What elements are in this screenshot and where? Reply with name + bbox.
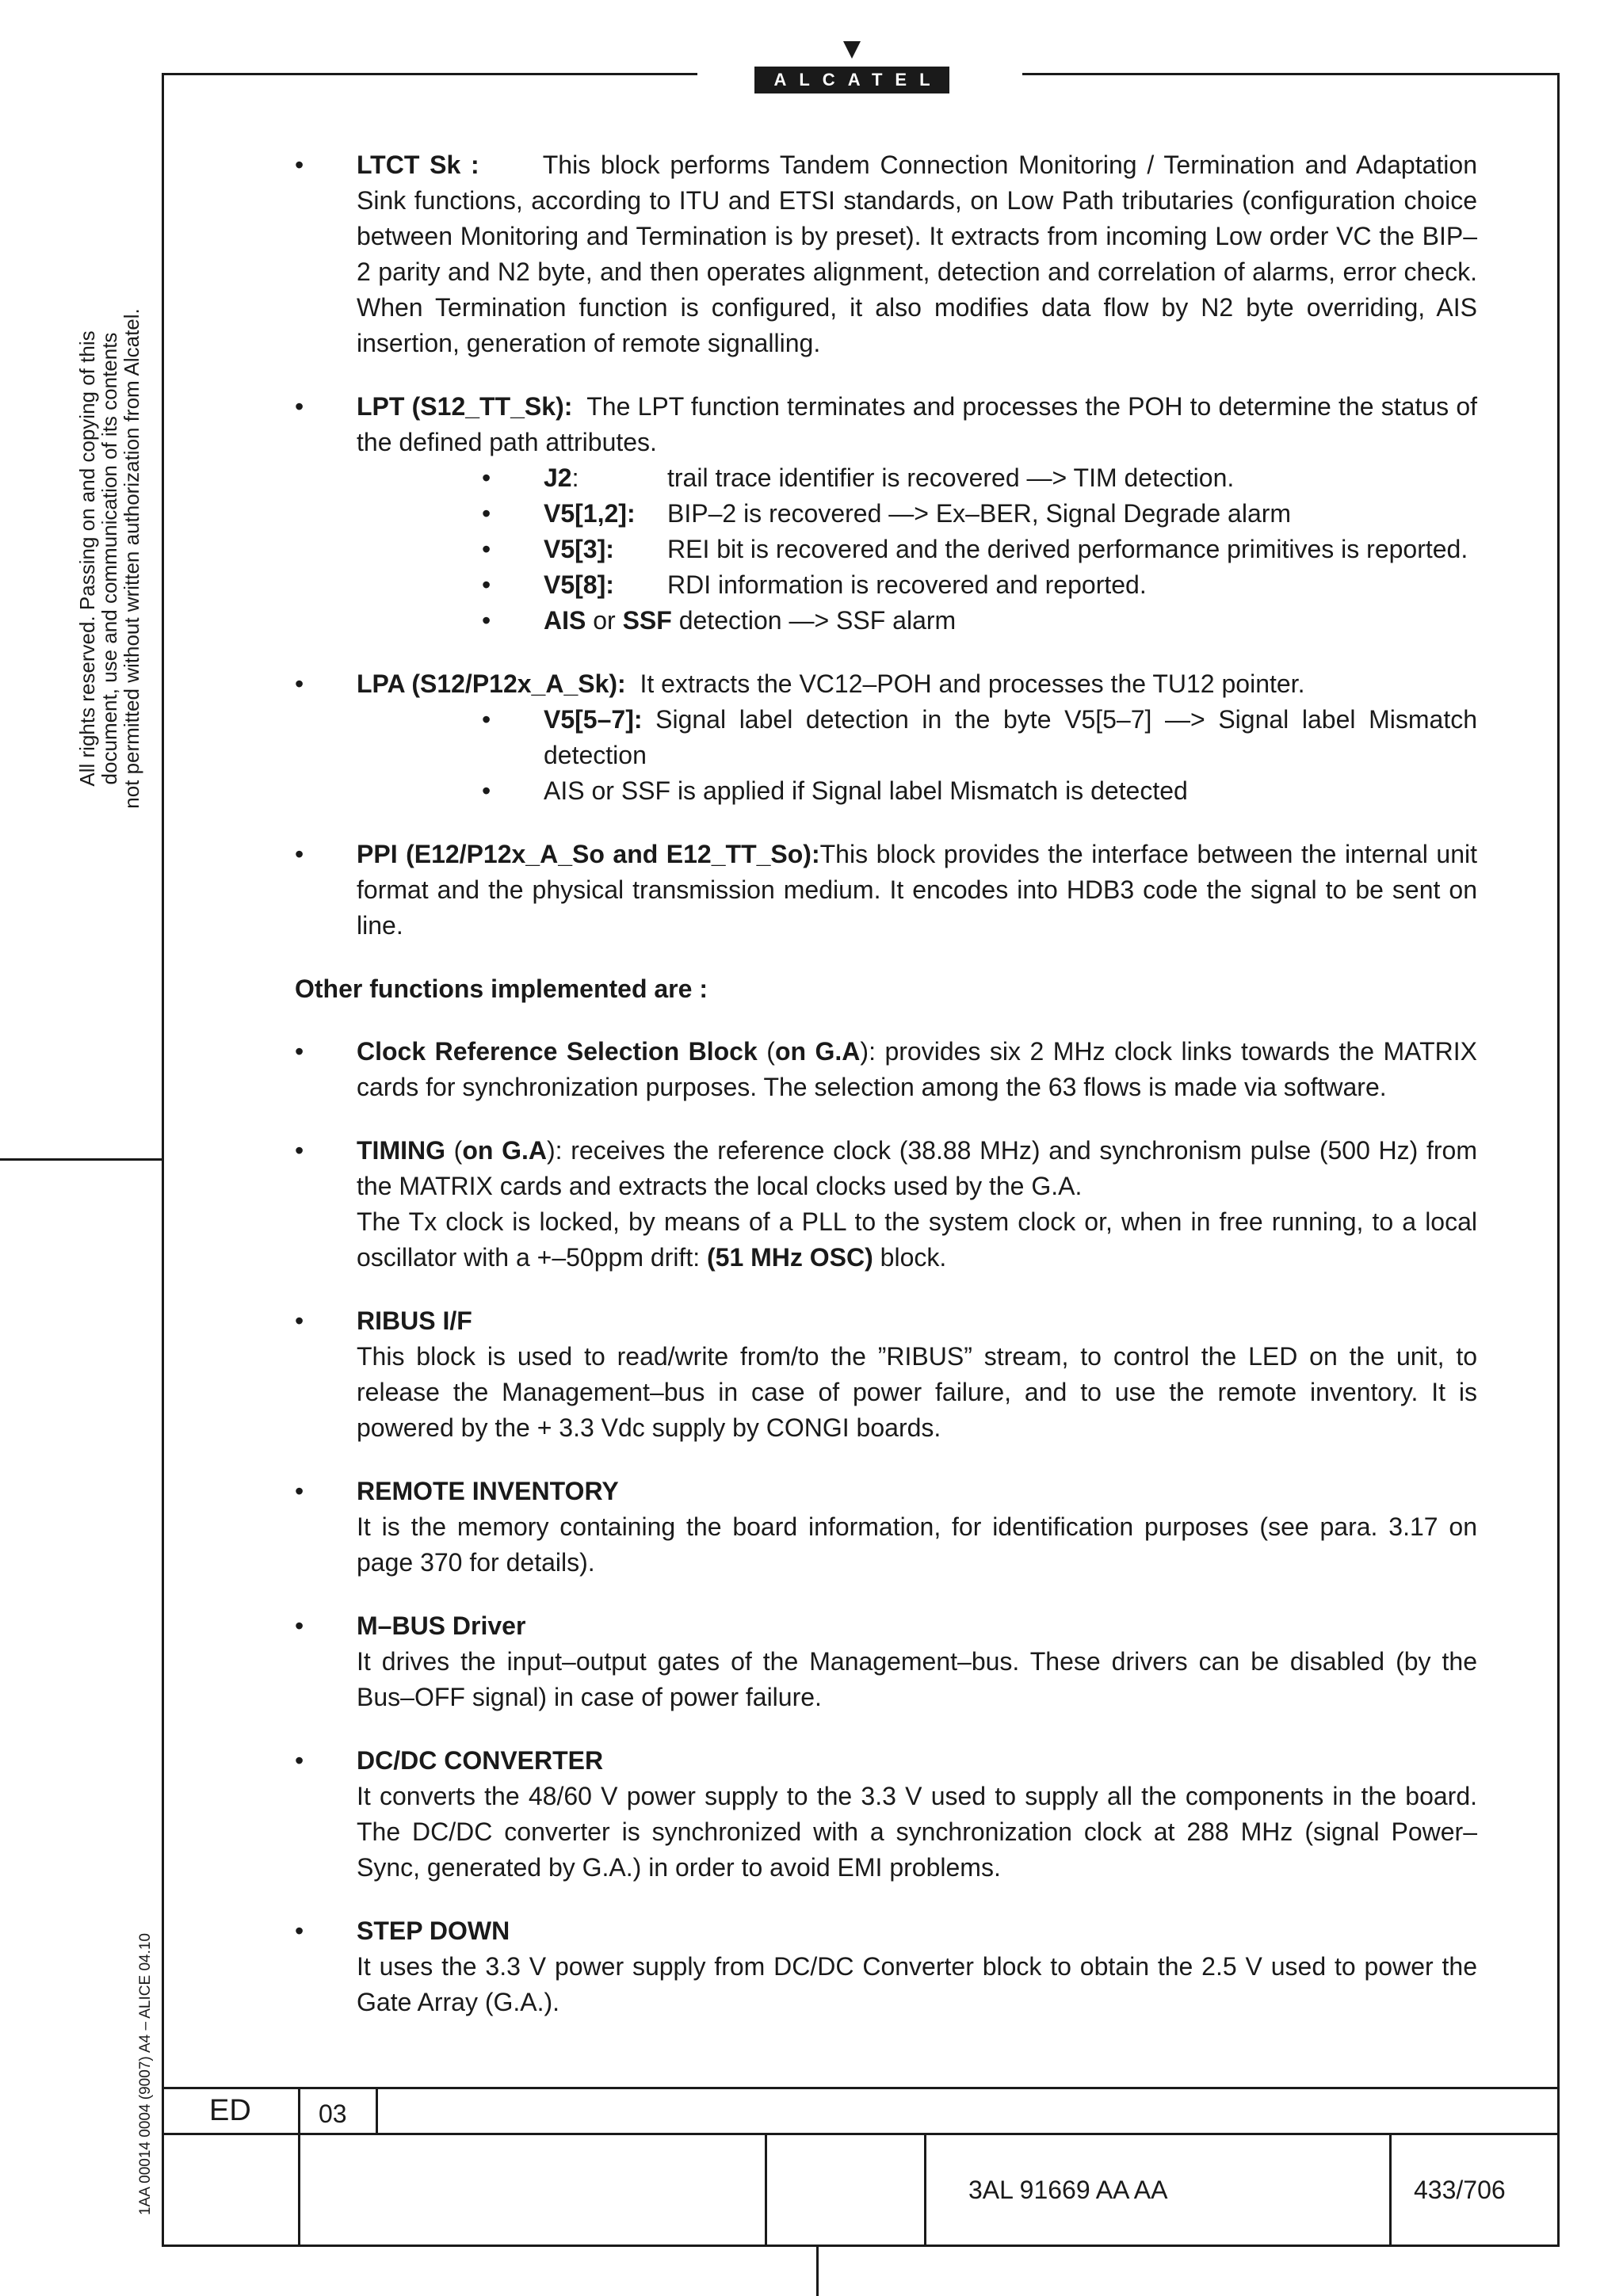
block-lpt [295, 389, 1477, 639]
function-dcdc-converter: • DC/DC CONVERTER It converts the 48/60 V power supply to the 3.3 V used to supply all the components in the board. The DC/DC converter is synchronized with a synchronization clock at 288 MHz (signal Power–Sync, generated by G.A.) in order to avoid EMI problems. [295, 1743, 1477, 1886]
lpt-sub-v58: • V5[8]: RDI information is recovered and reported. [357, 567, 1477, 603]
lpt-sub-j2: • J2: trail trace identifier is recovered —> TIM detection. [357, 460, 1477, 496]
document-code: 3AL 91669 AA AA [968, 2176, 1168, 2204]
function-mbus-driver: • M–BUS Driver It drives the input–output gates of the Management–bus. These drivers can be disabled (by the Bus–OFF signal) in case of power failure. [295, 1608, 1477, 1715]
ed-value: 03 [319, 2100, 347, 2128]
ppi-text: This block provides the interface between the internal unit format and the physical transmission medium. It encodes into HDB3 code the signal to be sent on line. [357, 840, 1478, 940]
page-number: 433/706 [1414, 2176, 1506, 2204]
lpt-sub-ais: • AIS or SSF detection —> SSF alarm [357, 603, 1477, 639]
lpt-text: The LPT function terminates and processes the POH to determine the status of the defined path attributes. [357, 392, 1478, 456]
function-remote-inventory: • REMOTE INVENTORY It is the memory containing the board information, for identification purposes (see para. 3.17 on page 370 for details). [295, 1474, 1477, 1581]
ppi-title: PPI (E12/P12x_A_So and E12_TT_So): [357, 840, 820, 868]
block-ltct [295, 147, 1477, 361]
lpt-sub-v512: • V5[1,2]: BIP–2 is recovered —> Ex–BER, Signal Degrade alarm [357, 496, 1477, 532]
function-step-down: • STEP DOWN It uses the 3.3 V power supply from DC/DC Converter block to obtain the 2.5 V used to power the Gate Array (G.A.). [295, 1913, 1477, 2020]
ed-label: ED [209, 2094, 251, 2127]
lpa-title: LPA (S12/P12x_A_Sk): [357, 669, 626, 698]
function-clock-reference: • Clock Reference Selection Block (on G.A): provides six 2 MHz clock links towards the MATRIX cards for synchronization purposes. The selection among the 63 flows is made via software. [295, 1034, 1477, 1105]
copyright-line-1: All rights reserved. Passing on and copying of this [75, 330, 99, 787]
document-body [295, 147, 1477, 2048]
block-ppi [295, 837, 1477, 944]
ltct-title: LTCT Sk : [357, 151, 479, 179]
frame-top-left [162, 73, 697, 75]
copyright-line-3: not permitted without written authorization from Alcatel. [120, 308, 143, 809]
function-timing: • TIMING (on G.A): receives the reference clock (38.88 MHz) and synchronism pulse (500 Hz) from the MATRIX cards and extracts the local clocks used by the G.A. The Tx clock is locked, by means of a PLL to the system clock or, when in free running, to a local oscillator with a +–50ppm drift: (51 MHz OSC) block. [295, 1133, 1477, 1276]
other-functions-heading: Other functions implemented are : [295, 974, 708, 1003]
lpt-title: LPT (S12_TT_Sk): [357, 392, 573, 421]
lpa-sub-v557: • V5[5–7]: Signal label detection in the byte V5[5–7] —> Signal label Mismatch detection [357, 702, 1477, 773]
block-lpa [295, 666, 1477, 809]
lpa-text: It extracts the VC12–POH and processes the TU12 pointer. [640, 669, 1305, 698]
frame-right [1557, 73, 1560, 2247]
margin-tick [0, 1158, 162, 1161]
function-ribus: • RIBUS I/F This block is used to read/write from/to the ”RIBUS” stream, to control the LED on the unit, to release the Management–bus in case of power failure, and to use the remote inventory. It is powered by the + 3.3 Vdc supply by CONGI boards. [295, 1303, 1477, 1446]
frame-top-right [1022, 73, 1560, 75]
ltct-text: This block performs Tandem Connection Monitoring / Termination and Adaptation Sink functions, according to ITU and ETSI standards, on Low Path tributaries (configuration choice between Monitoring and Termination is by preset). It extracts from incoming Low order VC the BIP–2 parity and N2 byte, and then operates alignment, detection and correlation of alarms, error check. When Termination function is configured, it also modifies data flow by N2 byte overriding, AIS insertion, generation of remote signalling. [357, 151, 1478, 357]
copyright-notice [76, 281, 143, 836]
lpt-sub-v53: • V5[3]: REI bit is recovered and the derived performance primitives is reported. [357, 532, 1477, 567]
logo-triangle-icon [843, 41, 861, 59]
form-code: 1AA 00014 0004 (9007) A4 – ALICE 04.10 [137, 1933, 154, 2216]
copyright-line-2: document, use and communication of its contents [97, 332, 121, 785]
lpa-sub-ais: • AIS or SSF is applied if Signal label Mismatch is detected [357, 773, 1477, 809]
frame-left [162, 73, 164, 2247]
alcatel-logo: ALCATEL [754, 67, 949, 93]
